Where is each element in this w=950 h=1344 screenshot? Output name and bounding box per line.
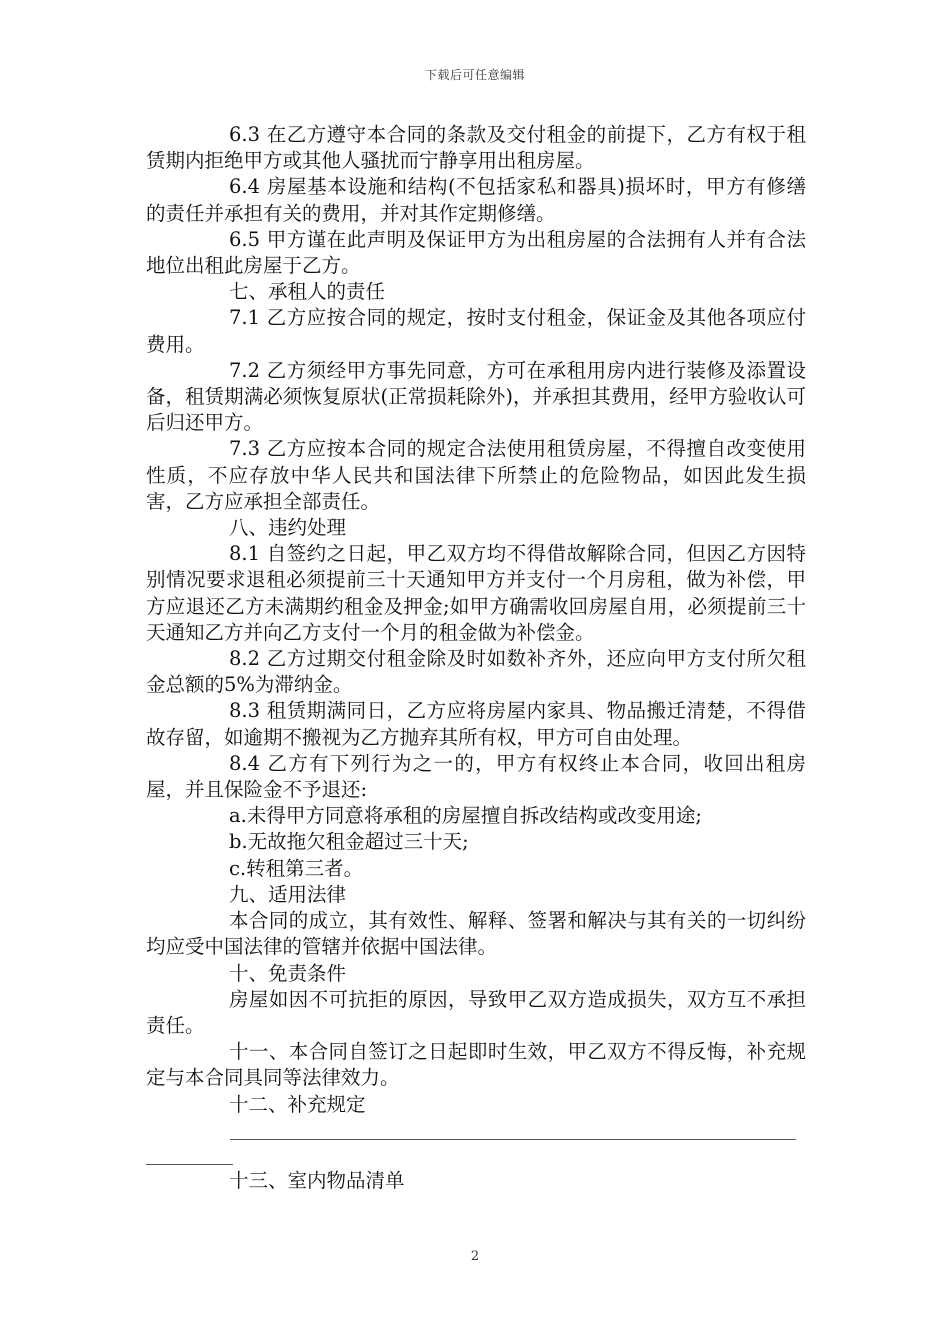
clause-6-4: 6.4 房屋基本设施和结构(不包括家私和器具)损坏时，甲方有修缮的责任并承担有关的费用，并对其作定期修缮。 xyxy=(146,175,806,225)
clause-8-3: 8.3 租赁期满同日，乙方应将房屋内家具、物品搬迁清楚，不得借故存留，如逾期不搬视为乙方抛弃其所有权，甲方可自由处理。 xyxy=(146,699,806,749)
clause-8-2: 8.2 乙方过期交付租金除及时如数补齐外，还应向甲方支付所欠租金总额的5%为滞纳金。 xyxy=(146,647,806,697)
fill-in-line-continuation xyxy=(146,1164,233,1165)
list-item-b: b.无故拖欠租金超过三十天; xyxy=(229,830,469,854)
list-item-a: a.未得甲方同意将承租的房屋擅自拆改结构或改变用途; xyxy=(229,804,702,828)
header-note: 下载后可任意编辑 xyxy=(424,68,525,82)
section-heading-12: 十二、补充规定 xyxy=(229,1092,366,1116)
list-item-c: c.转租第三者。 xyxy=(229,856,364,880)
section-heading-9: 九、适用法律 xyxy=(229,882,347,906)
section-heading-8: 八、违约处理 xyxy=(229,516,347,540)
clause-8-4: 8.4 乙方有下列行为之一的，甲方有权终止本合同，收回出租房屋，并且保险金不予退还: xyxy=(146,751,806,802)
clause-10-text: 房屋如因不可抗拒的原因，导致甲乙双方造成损失，双方互不承担责任。 xyxy=(146,987,806,1037)
section-heading-11: 十一、本合同自签订之日起即时生效，甲乙双方不得反悔，补充规定与本合同具同等法律效力。 xyxy=(146,1040,806,1090)
clause-7-3: 7.3 乙方应按本合同的规定合法使用租赁房屋，不得擅自改变使用性质，不应存放中华人民共和国法律下所禁止的危险物品，如因此发生损害，乙方应承担全部责任。 xyxy=(146,437,806,513)
clause-8-1: 8.1 自签约之日起，甲乙双方均不得借故解除合同，但因乙方因特别情况要求退租必须提前三十天通知甲方并支付一个月房租，做为补偿，甲方应退还乙方未满期约租金及押金;如甲方确需收回房屋自用，必须提前三十天通知乙方并向乙方支付一个月的租金做为补偿金。 xyxy=(146,542,806,644)
fill-in-line xyxy=(230,1139,796,1140)
page-number: 2 xyxy=(470,1249,480,1264)
section-heading-7: 七、承租人的责任 xyxy=(229,280,386,304)
clause-6-5: 6.5 甲方谨在此声明及保证甲方为出租房屋的合法拥有人并有合法地位出租此房屋于乙方。 xyxy=(146,227,806,278)
section-heading-13: 十三、室内物品清单 xyxy=(229,1169,405,1192)
contract-body xyxy=(146,122,806,1118)
clause-7-2: 7.2 乙方须经甲方事先同意，方可在承租用房内进行装修及添置设备，租赁期满必须恢复原状(正常损耗除外)，并承担其费用，经甲方验收认可后归还甲方。 xyxy=(146,358,806,435)
clause-9-text: 本合同的成立，其有效性、解释、签署和解决与其有关的一切纠纷均应受中国法律的管辖并依据中国法律。 xyxy=(146,909,806,959)
clause-7-1: 7.1 乙方应按合同的规定，按时支付租金，保证金及其他各项应付费用。 xyxy=(146,306,806,356)
section-heading-10: 十、免责条件 xyxy=(229,961,347,985)
clause-6-3: 6.3 在乙方遵守本合同的条款及交付租金的前提下，乙方有权于租赁期内拒绝甲方或其他人骚扰而宁静享用出租房屋。 xyxy=(146,123,806,173)
